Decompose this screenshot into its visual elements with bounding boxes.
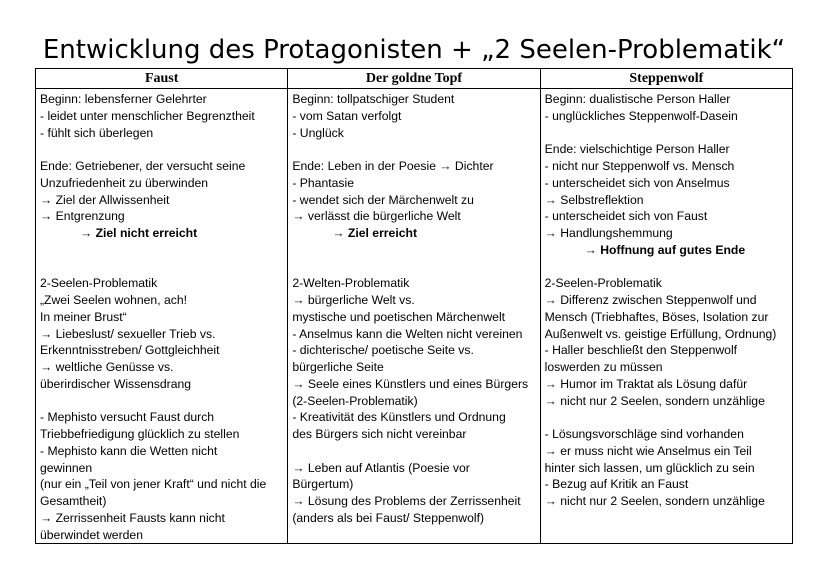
text-line <box>545 426 788 443</box>
line-text: 2-Seelen-Problematik <box>40 276 158 291</box>
text-line <box>292 125 535 142</box>
text-line <box>292 275 535 292</box>
arrow-right-icon: → <box>544 393 561 408</box>
arrow-right-icon: → <box>292 209 308 224</box>
text-line <box>40 393 283 410</box>
text-line <box>545 208 788 225</box>
text-line <box>292 409 535 426</box>
line-text: - Unglück <box>292 125 344 140</box>
line-text: des Bürgers sich nicht vereinbar <box>292 427 467 441</box>
line-text: gewinnen <box>40 460 93 475</box>
text-line <box>40 510 283 527</box>
line-text: (nur ein „Teil von jener Kraft“ und nicht die <box>40 477 267 492</box>
text-line <box>40 91 283 108</box>
text-line <box>40 309 283 326</box>
arrow-right-icon: → <box>544 192 561 207</box>
line-text: - Phantasie <box>292 175 354 190</box>
line-text: Beginn: tollpatschiger Student <box>292 92 455 106</box>
text-line <box>292 141 535 158</box>
line-text: - dichterische/ poetische Seite vs. <box>292 343 474 358</box>
line-text: - Anselmus kann die Welten nicht vereinen <box>292 326 523 341</box>
line-text: - leidet unter menschlicher Begrenztheit <box>40 108 255 123</box>
line-text: - Mephisto versucht Faust durch <box>40 410 215 425</box>
text-line <box>40 443 283 460</box>
text-line <box>292 108 535 125</box>
text-line <box>545 359 788 376</box>
text-line <box>292 460 535 477</box>
arrow-right-icon: → <box>544 494 561 508</box>
arrow-right-icon: → <box>292 293 308 307</box>
text-line <box>292 493 535 510</box>
column-header-faust: Faust <box>36 69 288 89</box>
text-line <box>292 175 535 192</box>
arrow-right-icon: → <box>40 209 56 224</box>
line-text: Außenwelt vs. geistige Erfüllung, Ordnung) <box>544 326 777 341</box>
text-line <box>40 426 283 443</box>
line-text: Beginn: dualistische Person Haller <box>544 92 731 106</box>
line-text: In meiner Brust“ <box>40 309 127 324</box>
text-line <box>40 292 283 309</box>
text-line <box>292 292 535 309</box>
line-text: Unzufriedenheit zu überwinden <box>40 175 209 190</box>
line-text: 2-Seelen-Problematik <box>544 276 662 291</box>
line-text: Gesamtheit) <box>40 494 107 508</box>
line-text: Ende: vielschichtige Person Haller <box>544 142 730 157</box>
text-line <box>545 443 788 460</box>
text-line <box>545 141 788 158</box>
line-text: Ziel nicht erreicht <box>95 226 198 240</box>
text-line <box>545 158 788 175</box>
column-goldne-topf <box>288 89 540 544</box>
line-text: - vom Satan verfolgt <box>292 108 402 123</box>
text-line <box>292 443 535 460</box>
line-text: verlässt die bürgerliche Welt <box>307 209 461 224</box>
arrow-right-icon: → <box>40 192 56 207</box>
line-text: Triebbefriedigung glücklich zu stellen <box>40 427 240 441</box>
line-text: Bürgertum) <box>292 477 354 492</box>
text-line <box>40 476 283 493</box>
arrow-right-icon: → <box>292 460 308 475</box>
text-line <box>545 409 788 426</box>
line-text: Liebeslust/ sexueller Trieb vs. <box>55 326 216 341</box>
text-line <box>40 108 283 125</box>
line-text: loswerden zu müssen <box>544 360 663 374</box>
line-text: Humor im Traktat als Lösung dafür <box>560 376 748 391</box>
column-header-goldne-topf: Der goldne Topf <box>288 69 540 89</box>
line-text: Entgrenzung <box>55 209 125 224</box>
text-line <box>40 225 283 242</box>
arrow-right-icon: → <box>544 293 561 307</box>
text-line <box>40 326 283 343</box>
text-line <box>292 259 535 276</box>
text-line <box>40 460 283 477</box>
text-line <box>40 359 283 376</box>
line-text: - fühlt sich überlegen <box>40 125 154 140</box>
line-text: bürgerliche Seite <box>292 360 384 374</box>
text-line <box>40 208 283 225</box>
line-text: Handlungshemmung <box>560 226 673 240</box>
text-line <box>40 125 283 142</box>
text-line <box>40 342 283 359</box>
text-line <box>545 91 788 108</box>
text-line <box>292 342 535 359</box>
text-line <box>40 493 283 510</box>
line-text: überirdischer Wissensdrang <box>40 376 192 391</box>
line-text: hinter sich lassen, um glücklich zu sein <box>544 460 755 475</box>
text-line <box>40 141 283 158</box>
line-text: - unterscheidet sich von Faust <box>544 209 708 224</box>
arrow-right-icon: → <box>332 226 348 240</box>
line-text: nicht nur 2 Seelen, sondern unzählige <box>560 494 765 508</box>
line-text: überwindet werden <box>40 527 143 542</box>
arrow-right-icon: → <box>584 242 601 257</box>
column-steppenwolf <box>540 89 792 544</box>
text-line <box>545 393 788 410</box>
text-line <box>292 225 535 242</box>
column-header-steppenwolf: Steppenwolf <box>540 69 792 89</box>
line-text: „Zwei Seelen wohnen, ach! <box>40 293 188 307</box>
line-text: Differenz zwischen Steppenwolf und <box>560 293 757 307</box>
text-line <box>40 527 283 544</box>
page-title: Entwicklung des Protagonisten + „2 Seelen-Problematik“ <box>42 35 786 65</box>
text-line <box>545 326 788 343</box>
line-text: Lösung des Problems der Zerrissenheit <box>307 494 521 508</box>
arrow-right-icon: → <box>80 226 96 240</box>
text-line <box>545 242 788 259</box>
line-text: bürgerliche Welt vs. <box>307 293 415 307</box>
line-text: - unglückliches Steppenwolf-Dasein <box>544 108 738 123</box>
text-line <box>40 259 283 276</box>
text-line <box>545 125 788 142</box>
line-text: - nicht nur Steppenwolf vs. Mensch <box>544 159 735 173</box>
line-text: Ziel erreicht <box>347 226 417 240</box>
line-text: Zerrissenheit Fausts kann nicht <box>55 510 225 525</box>
text-line <box>40 175 283 192</box>
text-line <box>545 309 788 326</box>
text-line <box>292 326 535 343</box>
line-text: (anders als bei Faust/ Steppenwolf) <box>292 510 485 525</box>
text-line <box>292 476 535 493</box>
text-line <box>292 309 535 326</box>
arrow-right-icon: → <box>40 326 56 341</box>
line-text: Selbstreflektion <box>560 192 644 207</box>
line-text: Ende: Leben in der Poesie → Dichter <box>292 159 494 173</box>
line-text: nicht nur 2 Seelen, sondern unzählige <box>560 393 765 408</box>
line-text: - Mephisto kann die Wetten nicht <box>40 443 218 458</box>
text-line <box>545 460 788 477</box>
line-text: Ende: Getriebener, der versucht seine <box>40 159 246 173</box>
text-line <box>292 510 535 527</box>
text-line <box>545 225 788 242</box>
line-text: Mensch (Triebhaftes, Böses, Isolation zur <box>544 309 769 324</box>
text-line <box>545 476 788 493</box>
text-line <box>545 342 788 359</box>
line-text: - Lösungsvorschläge sind vorhanden <box>544 427 744 441</box>
arrow-right-icon: → <box>40 360 56 374</box>
text-line <box>292 158 535 175</box>
arrow-right-icon: → <box>292 494 308 508</box>
text-line <box>40 242 283 259</box>
text-line <box>545 292 788 309</box>
line-text: 2-Welten-Problematik <box>292 276 410 291</box>
text-line <box>292 426 535 443</box>
text-line <box>545 108 788 125</box>
line-text: (2-Seelen-Problematik) <box>292 393 418 408</box>
text-line <box>40 192 283 209</box>
text-line <box>40 409 283 426</box>
line-text: er muss nicht wie Anselmus ein Teil <box>560 443 752 458</box>
line-text: weltliche Genüsse vs. <box>55 360 174 374</box>
text-line <box>292 192 535 209</box>
text-line <box>545 275 788 292</box>
column-faust <box>36 89 288 544</box>
line-text: Ziel der Allwissenheit <box>55 192 170 207</box>
table-body-row <box>36 89 793 544</box>
line-text: - Bezug auf Kritik an Faust <box>544 477 689 492</box>
text-line <box>292 393 535 410</box>
text-line <box>292 376 535 393</box>
line-text: Erkenntnisstreben/ Gottgleichheit <box>40 343 220 358</box>
text-line <box>40 158 283 175</box>
line-text: - Haller beschließt den Steppenwolf <box>544 343 738 358</box>
text-line <box>292 359 535 376</box>
text-line <box>40 376 283 393</box>
arrow-right-icon: → <box>292 376 308 391</box>
text-line <box>292 208 535 225</box>
comparison-table <box>35 68 793 544</box>
line-text: - unterscheidet sich von Anselmus <box>544 175 730 190</box>
text-line <box>545 175 788 192</box>
line-text: Beginn: lebensferner Gelehrter <box>40 92 207 106</box>
text-line <box>545 493 788 510</box>
line-text: mystische und poetischen Märchenwelt <box>292 309 506 324</box>
text-line <box>545 376 788 393</box>
arrow-right-icon: → <box>544 443 561 458</box>
text-line <box>40 275 283 292</box>
text-line <box>292 242 535 259</box>
arrow-right-icon: → <box>544 376 561 391</box>
line-text: - wendet sich der Märchenwelt zu <box>292 192 474 207</box>
line-text: Seele eines Künstlers und eines Bürgers <box>307 376 529 391</box>
arrow-right-icon: → <box>544 226 561 240</box>
text-line <box>545 192 788 209</box>
arrow-right-icon: → <box>40 510 56 525</box>
line-text: Hoffnung auf gutes Ende <box>600 242 746 257</box>
line-text: - Kreativität des Künstlers und Ordnung <box>292 410 506 425</box>
text-line <box>545 259 788 276</box>
line-text: Leben auf Atlantis (Poesie vor <box>307 460 470 475</box>
text-line <box>292 91 535 108</box>
table-header-row <box>36 69 793 89</box>
